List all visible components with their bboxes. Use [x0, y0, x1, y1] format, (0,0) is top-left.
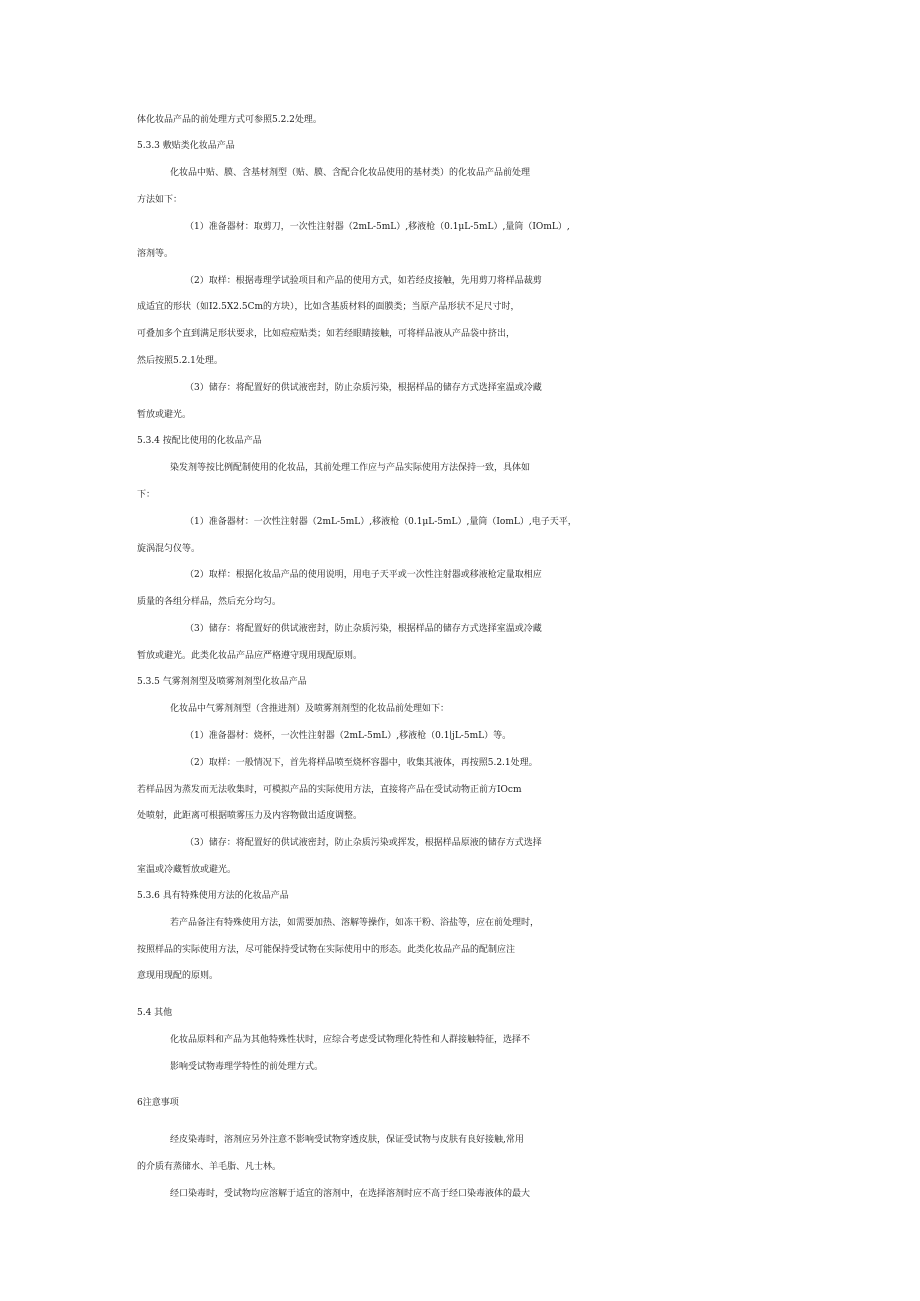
text-line: 暂放或避光。此类化妆品产品应严格遵守现用现配原则。 — [137, 651, 363, 661]
text-line: 下： — [137, 490, 156, 500]
text-line: （2）取样：一般情况下，首先将样品喷至烧杯容器中，收集其液体，再按照5.2.1处理。 — [185, 758, 538, 768]
text-line: 溶剂等。 — [137, 249, 174, 259]
text-line: 化妆品原料和产品为其他特殊性状时，应综合考虑受试物理化特性和人群接触特征，选择不 — [170, 1035, 531, 1045]
text-line: 按照样品的实际使用方法，尽可能保持受试物在实际使用中的形态。此类化妆品产品的配制应注 — [137, 945, 516, 955]
text-line: 若产品备注有特殊使用方法，如需要加热、溶解等操作，如冻干粉、浴盐等，应在前处理时， — [170, 918, 540, 928]
text-line: （2）取样：根据毒理学试验项目和产品的使用方式，如若经皮接触，先用剪刀将样品裁剪 — [185, 276, 542, 286]
text-line: （3）储存：将配置好的供试液密封，防止杂质污染或挥发，根据样品原液的储存方式选择 — [185, 838, 542, 848]
text-line: （1）准备器材：取剪刀，一次性注射器（2mL-5mL）,移液枪（0.1μL-5mL）,量筒（IOmL）, — [185, 222, 570, 232]
text-line: 质量的各组分样品，然后充分均匀。 — [137, 597, 282, 607]
text-line: 化妆品中气雾剂剂型（含推进剂）及喷雾剂剂型的化妆品前处理如下： — [170, 704, 450, 714]
text-line: 意现用现配的原则。 — [137, 971, 219, 981]
text-line: 然后按照5.2.1处理。 — [137, 356, 223, 366]
text-line: 暂放或避光。 — [137, 410, 192, 420]
text-line: 可叠加多个直到满足形状要求，比如痘痘贴类；如若经眼睛接触，可将样品液从产品袋中挤出， — [137, 329, 516, 339]
section-heading: 5.4 其他 — [137, 1008, 173, 1018]
text-line: （1）准备器材：烧杯，一次性注射器（2mL-5mL）,移液枪（0.1∣jL-5mL）等。 — [185, 731, 512, 741]
text-line: （3）储存：将配置好的供试液密封，防止杂质污染，根据样品的储存方式选择室温或冷藏 — [185, 624, 542, 634]
section-heading: 5.3.6 具有特殊使用方法的化妆品产品 — [137, 891, 289, 901]
text-line: （2）取样：根据化妆品产品的使用说明，用电子天平或一次性注射器或移液枪定量取相应 — [185, 570, 542, 580]
text-line: 经皮染毒时，溶剂应另外注意不影响受试物穿透皮肤，保证受试物与皮肤有良好接触,常用 — [170, 1135, 524, 1145]
text-line: 方法如下： — [137, 195, 183, 205]
text-line: （1）准备器材：一次性注射器（2mL-5mL）,移液枪（0.1μL-5mL）,量筒（IomL）,电子天平， — [185, 517, 577, 527]
text-line: 影响受试物毒理学特性的前处理方式。 — [170, 1062, 324, 1072]
section-heading: 5.3.4 按配比使用的化妆品产品 — [137, 436, 262, 446]
section-heading: 6注意事项 — [137, 1098, 179, 1108]
section-heading: 5.3.3 敷贴类化妆品产品 — [137, 141, 235, 151]
text-line: 化妆品中贴、膜、含基材剂型（贴、膜、含配合化妆品使用的基材类）的化妆品产品前处理 — [170, 168, 531, 178]
text-line: 处喷射，此距离可根据喷雾压力及内容物做出适度调整。 — [137, 811, 363, 821]
text-line: 的介质有蒸储水、羊毛脂、凡士林。 — [137, 1162, 282, 1172]
text-line: 染发剂等按比例配制使用的化妆品，其前处理工作应与产品实际使用方法保持一致，具体如 — [170, 463, 531, 473]
section-heading: 5.3.5 气雾剂剂型及喷雾剂剂型化妆品产品 — [137, 677, 307, 687]
text-line: 成适宜的形状（如I2.5X2.5Cm的方块），比如含基质材料的面膜类；当原产品形状不足尺寸时， — [137, 302, 520, 312]
text-line: （3）储存：将配置好的供试液密封，防止杂质污染，根据样品的储存方式选择室温或冷藏 — [185, 383, 542, 393]
text-line: 经口染毒时，受试物均应溶解于适宜的溶剂中，在选择溶剂时应不高于经口染毒液体的最大 — [170, 1189, 531, 1199]
text-line: 体化妆品产品的前处理方式可参照5.2.2处理。 — [137, 115, 322, 125]
text-line: 室温或冷藏暂放或避光。 — [137, 865, 237, 875]
text-line: 旋涡混匀仪等。 — [137, 544, 201, 554]
text-line: 若样品因为蒸发而无法收集时，可模拟产品的实际使用方法，直接将产品在受试动物正前方IOcm — [137, 785, 522, 795]
